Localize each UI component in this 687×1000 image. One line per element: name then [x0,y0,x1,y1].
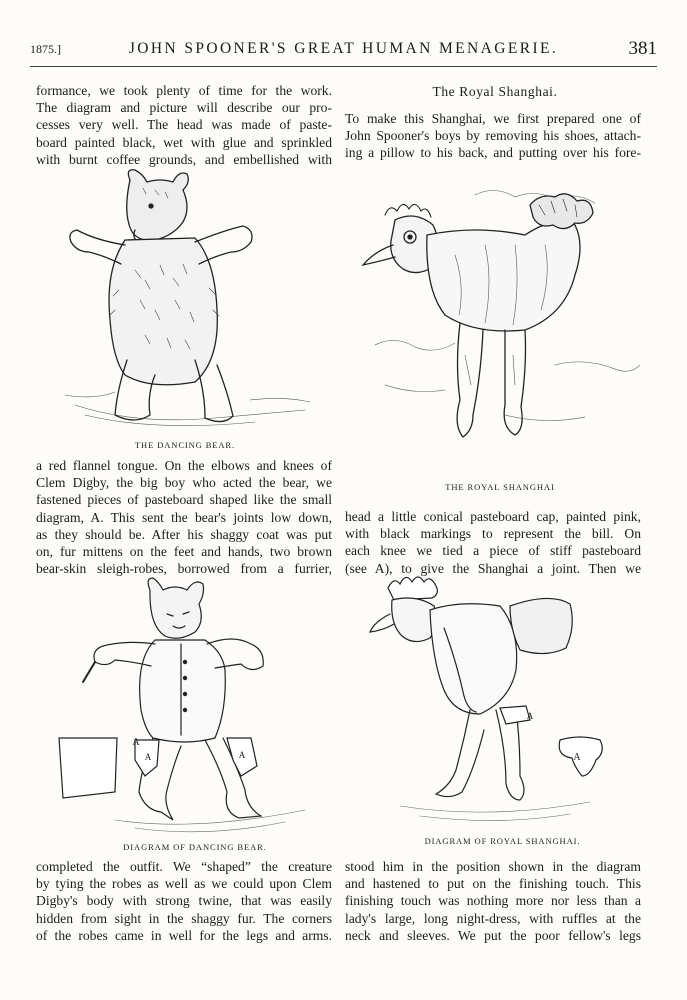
left-paragraph-2 [36,457,332,577]
left-paragraph-1 [36,82,332,168]
text-line: stood him in the position shown in the diagram [345,859,641,874]
text-line: as they should be. After his shaggy coat was put [36,526,332,542]
diagram-dancing-bear-illustration [55,570,335,840]
text-line: cesses very well. The head was made of paste- [36,117,332,133]
page-number: 381 [628,38,657,59]
text-line: (see A), to give the Shanghai a joint. Then we [345,560,641,576]
text-line: diagram, A. This sent the bear's joints low down, [36,509,332,525]
text-line: with black markings to represent the bill. On [345,526,641,542]
text-line: formance, we took plenty of time for the work. [36,83,332,98]
header-year: 1875.] [30,42,61,56]
text-line: Digby's body with strong twine, that was easily [36,893,332,909]
text-line: The diagram and picture will describe our pro- [36,100,332,116]
caption-royal-shanghai: THE ROYAL SHANGHAI [445,482,555,492]
running-header [30,40,657,67]
text-line: ing a pillow to his back, and putting over his fore- [345,145,641,161]
text-line: with burnt coffee grounds, and embellished with [36,151,332,167]
royal-shanghai-illustration [355,185,645,445]
caption-diagram-royal-shanghai: DIAGRAM OF ROYAL SHANGHAI. [424,836,581,846]
text-line: by tying the robes as well as we could upon Clem [36,876,332,892]
text-line: hidden from sight in the shaggy fur. The corners [36,910,332,926]
text-line: John Spooner's boys by removing his shoes, attach- [345,128,641,144]
right-paragraph-2 [345,508,641,577]
diagram-label-a-shanghai-knee: A [526,711,534,721]
text-line: lady's large, long night-dress, with ruffles at the [345,910,641,926]
text-line: Clem Digby, the big boy who acted the bear, we [36,475,332,491]
text-line: on, fur mittens on the feet and hands, two brown [36,544,332,560]
diagram-label-a-shanghai-pattern: A [573,752,581,763]
text-line: fastened pieces of pasteboard shaped like the small [36,492,332,508]
left-paragraph-3 [36,858,332,944]
right-paragraph-1 [345,110,641,162]
caption-dancing-bear: THE DANCING BEAR. [134,440,236,450]
diagram-royal-shanghai-illustration [360,570,645,830]
section-title: The Royal Shanghai. [432,84,558,99]
text-line: neck and sleeves. We put the poor fellow's legs [345,927,641,943]
text-line: board painted black, wet with glue and sprinkled [36,134,332,150]
text-line: a red flannel tongue. On the elbows and knees of [36,458,332,473]
right-paragraph-3 [345,858,641,944]
dancing-bear-illustration [55,160,315,435]
text-line: finishing touch was nothing more nor less than a [345,893,641,909]
diagram-label-a-bear-right-knee: A [238,750,246,760]
text-line: and hastened to put on the finishing touch. This [345,876,641,892]
header-title: JOHN SPOONER'S GREAT HUMAN MENAGERIE. [128,40,559,57]
text-line: To make this Shanghai, we first prepared one of [345,111,641,126]
text-line: head a little conical pasteboard cap, painted pink, [345,509,641,524]
caption-diagram-dancing-bear: DIAGRAM OF DANCING BEAR. [123,842,267,852]
diagram-label-a-bear-left-knee: A [144,752,152,762]
text-line: completed the outfit. We “shaped” the creature [36,859,332,874]
text-line: each knee we tied a piece of stiff pasteboard [345,543,641,559]
text-line: of the robes came in well for the legs and arms. [36,927,332,943]
text-line: bear-skin sleigh-robes, borrowed from a furrier, [36,561,332,577]
diagram-label-a-bear-pattern: A [132,737,140,748]
